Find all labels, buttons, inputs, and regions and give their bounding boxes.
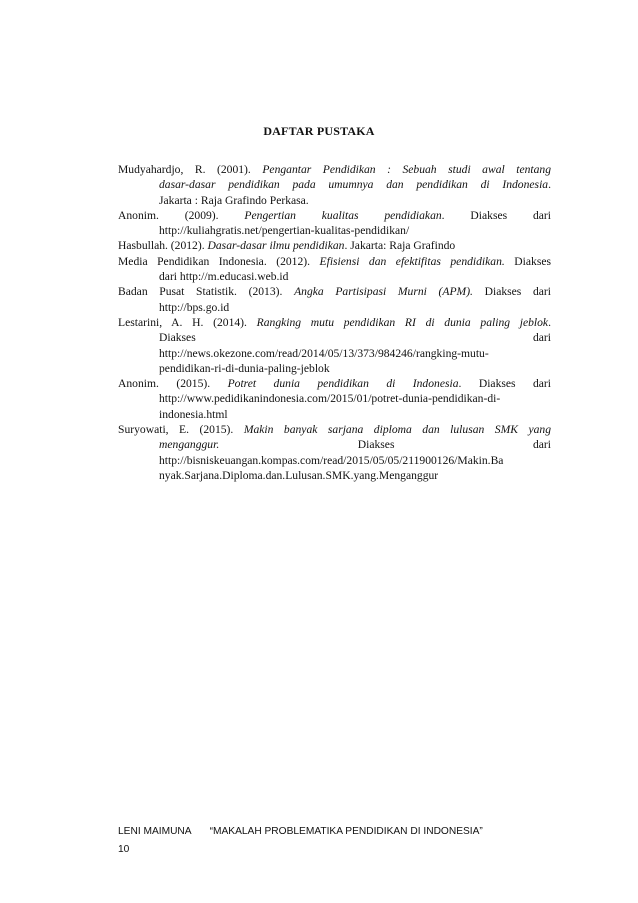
reference-entry [118,254,551,285]
reference-text: Hasbullah. (2012). [118,239,208,253]
reference-first-line [118,162,551,177]
reference-text: Anonim. (2015). [118,377,228,391]
reference-title-text: Dasar-dasar ilmu pendidikan [207,239,345,253]
page-title: DAFTAR PUSTAKA [263,124,375,138]
reference-text: Media Pendidikan Indonesia. (2012). [118,254,320,268]
reference-text: http://kuliahgratis.net/pengertian-kualitas-pendidikan/ [159,224,410,238]
reference-entry [118,422,551,483]
reference-first-line [118,422,551,437]
reference-text: . [548,178,551,192]
reference-list [118,162,551,483]
reference-continuation-line [118,391,551,406]
reference-continuation-line [118,223,551,238]
reference-text: http://www.pedidikanindonesia.com/2015/01/potret-dunia-pendidikan-di- [159,392,501,406]
reference-text: http://news.okezone.com/read/2014/05/13/373/984246/rangking-mutu- [159,346,489,360]
reference-text: . Diakses dari [441,208,551,222]
reference-text: Badan Pusat Statistik. (2013). [118,285,295,299]
reference-text: nyak.Sarjana.Diploma.dan.Lulusan.SMK.yang.Menganggur [159,468,439,482]
reference-text: Diakses [504,254,551,268]
reference-text: Diakses dari [472,285,551,299]
reference-title-text: dasar-dasar pendidikan pada umumnya dan pendidikan di Indonesia [159,178,549,192]
reference-title-text: Makin banyak sarjana diploma dan lulusan SMK yang [243,423,552,437]
reference-text: Diakses dari [159,331,551,345]
reference-text: Anonim. (2009). [118,208,245,222]
reference-text: Mudyahardjo, R. (2001). [118,163,263,176]
reference-continuation-line [118,437,551,452]
reference-continuation-line [118,330,551,345]
reference-continuation-line [118,269,551,284]
reference-continuation-line [118,193,551,208]
reference-text: http://bisniskeuangan.kompas.com/read/2015/05/05/211900126/Makin.Ba [159,453,504,467]
reference-text: Diakses dari [219,438,551,452]
reference-text: http://bps.go.id [159,300,230,314]
footer-document-title: “MAKALAH PROBLEMATIKA PENDIDIKAN DI INDONESIA” [209,826,483,837]
reference-first-line [118,238,551,253]
reference-first-line [118,376,551,391]
reference-first-line [118,315,551,330]
reference-continuation-line [118,407,551,422]
reference-entry [118,376,551,422]
reference-first-line [118,284,551,299]
reference-first-line [118,254,551,269]
reference-continuation-line [118,177,551,192]
reference-continuation-line [118,361,551,376]
reference-continuation-line [118,453,551,468]
reference-text: Jakarta : Raja Grafindo Perkasa. [159,193,309,207]
footer-author: LENI MAIMUNA [118,826,192,837]
reference-continuation-line [118,346,551,361]
reference-entry [118,284,551,315]
reference-text: . Diakses dari [458,377,552,391]
reference-title-text: Angka Partisipasi Murni (APM). [294,285,473,299]
reference-title-text: Efisiensi dan efektifitas pendidikan. [319,254,505,268]
reference-title-text: Rangking mutu pendidikan RI di dunia paling jeblok [256,315,549,329]
reference-entry [118,208,551,239]
reference-continuation-line [118,300,551,315]
page-footer [118,823,483,859]
reference-text: Suryowati, E. (2015). [118,423,244,437]
reference-title-text: menganggur. [159,438,220,452]
reference-text: indonesia.html [159,407,228,421]
reference-text: Lestarini, A. H. (2014). [118,315,257,329]
reference-text: . [548,315,551,329]
reference-text: . Jakarta: Raja Grafindo [344,239,456,253]
page-number: 10 [118,844,130,855]
reference-title-text: Pengertian kualitas pendidiakan [244,208,442,222]
reference-title-text: Pengantar Pendidikan : Sebuah studi awal tentang [262,163,552,176]
reference-text: pendidikan-ri-di-dunia-paling-jeblok [159,361,330,375]
reference-entry [118,238,551,253]
footer-line [118,823,483,841]
reference-text: dari http://m.educasi.web.id [159,270,289,284]
reference-continuation-line [118,468,551,483]
reference-title-text: Potret dunia pendidikan di Indonesia [227,377,459,391]
reference-entry [118,162,551,208]
reference-first-line [118,208,551,223]
reference-entry [118,315,551,376]
